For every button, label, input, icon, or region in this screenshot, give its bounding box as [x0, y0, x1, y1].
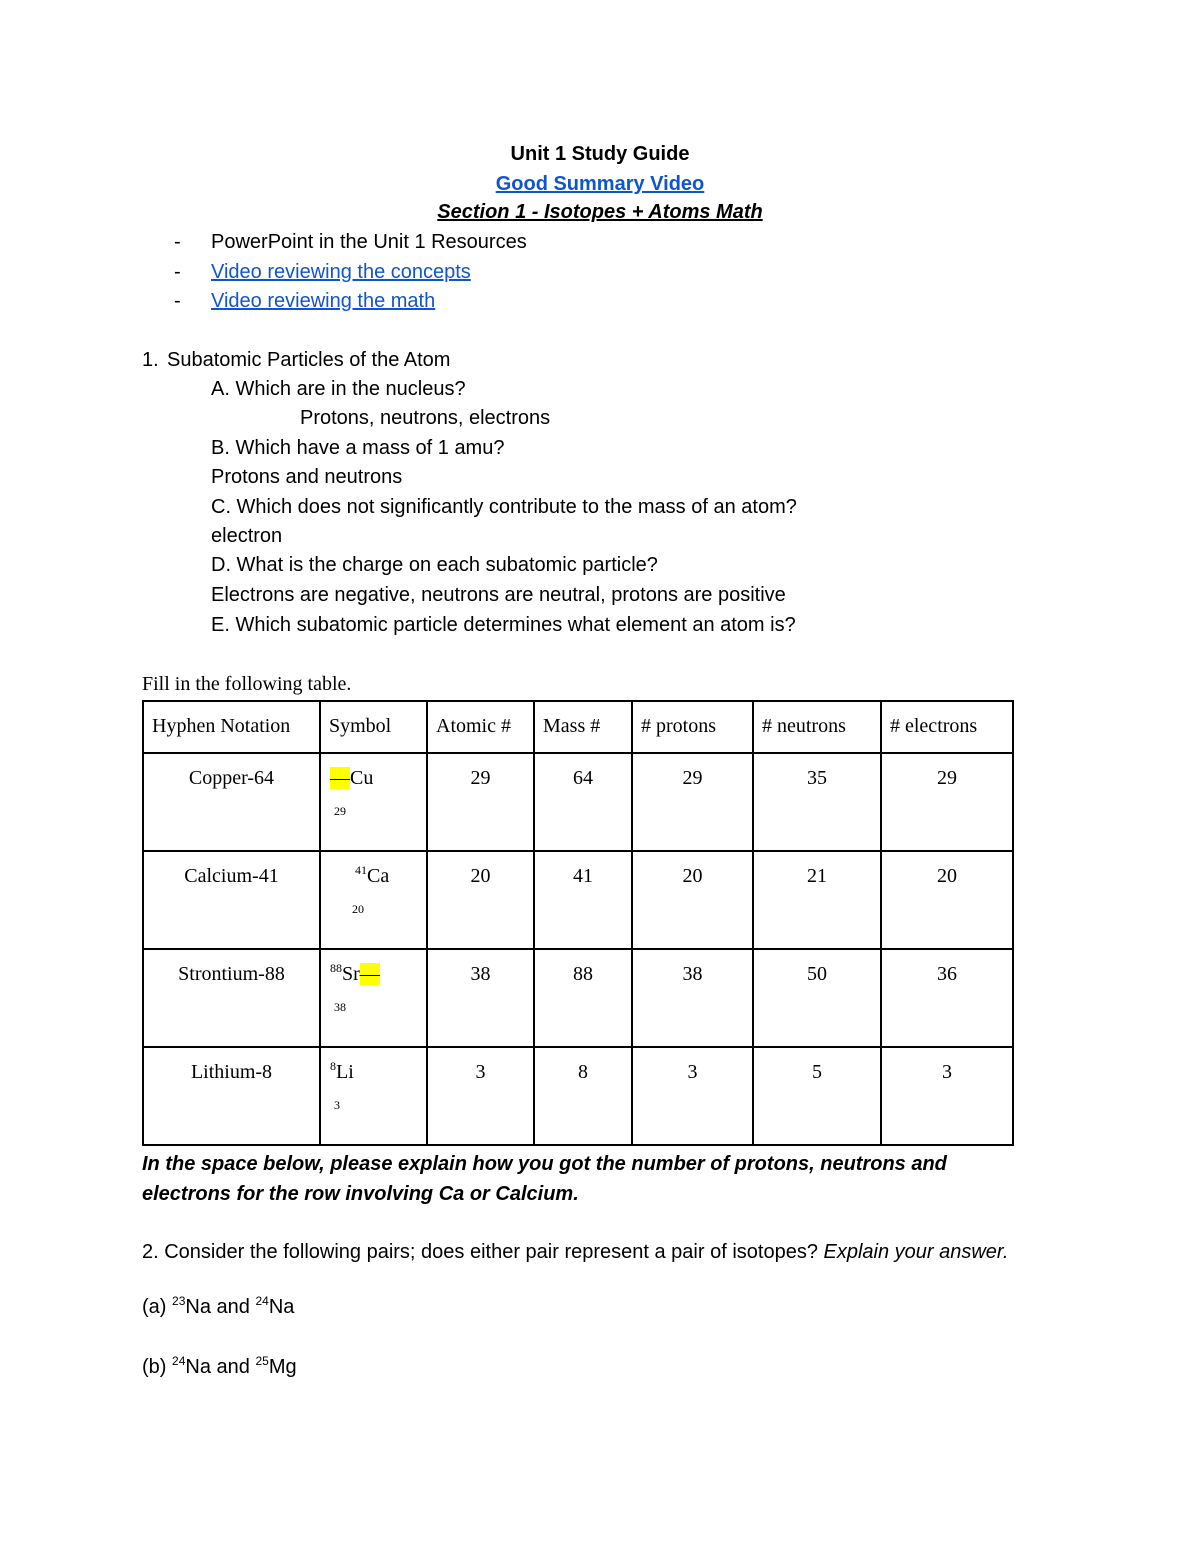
resource-powerpoint: PowerPoint in the Unit 1 Resources [211, 231, 527, 253]
isotope-symbol [321, 1048, 426, 1144]
question-1-number: 1. [142, 349, 159, 371]
cell-atomic-number [427, 949, 534, 1047]
neutrons-count: 35 [807, 767, 827, 789]
answer-1a: Protons, neutrons, electrons [300, 407, 551, 429]
header-cell [632, 701, 753, 753]
atomic-subscript: 3 [334, 1098, 340, 1112]
cell-symbol [320, 1047, 427, 1145]
summary-video-line [0, 173, 1200, 196]
cell-protons [632, 753, 753, 851]
element-symbol: Na [268, 1296, 295, 1318]
element-symbol: Li [336, 1061, 354, 1083]
cell-atomic-number [427, 851, 534, 949]
cell-neutrons [753, 753, 881, 851]
symbol-main [330, 963, 380, 986]
pair-and: and [216, 1356, 250, 1378]
atomic-number: 20 [470, 865, 491, 887]
mass-number: 88 [573, 963, 593, 985]
pair-a [142, 1296, 294, 1319]
question-1a: A. Which are in the nucleus? [211, 378, 466, 400]
symbol-main [330, 767, 373, 790]
protons-count: 29 [682, 767, 703, 789]
table-row [143, 1047, 1013, 1145]
header-electrons: # electrons [890, 715, 978, 737]
resource-concepts-video-link[interactable]: Video reviewing the concepts [211, 261, 471, 283]
answer-1d: Electrons are negative, neutrons are neutral, protons are positive [211, 584, 786, 606]
symbol-main [330, 1061, 354, 1084]
cell-electrons [881, 851, 1013, 949]
protons-count: 20 [682, 865, 703, 887]
electrons-count: 29 [937, 767, 957, 789]
answer-1c: electron [211, 525, 283, 547]
cell-neutrons [753, 1047, 881, 1145]
protons-count: 38 [682, 963, 703, 985]
mass-superscript: 23 [172, 1294, 186, 1308]
mass-number: 64 [573, 767, 593, 789]
cell-protons [632, 1047, 753, 1145]
cell-symbol [320, 753, 427, 851]
mass-superscript: 24 [172, 1354, 186, 1368]
table-intro: Fill in the following table. [142, 673, 352, 695]
header-neutrons: # neutrons [762, 715, 846, 737]
header-cell [143, 701, 320, 753]
electrons-count: 20 [937, 865, 957, 887]
atomic-subscript: 38 [334, 1000, 346, 1014]
hyphen-notation: Lithium-8 [190, 1061, 273, 1083]
summary-video-link[interactable]: Good Summary Video [495, 173, 705, 195]
page-title: Unit 1 Study Guide [510, 143, 690, 165]
atomic-number: 38 [470, 963, 491, 985]
pair-and: and [216, 1296, 250, 1318]
mass-superscript: 41 [355, 863, 367, 877]
question-1b: B. Which have a mass of 1 amu? [211, 437, 505, 459]
header-protons: # protons [641, 715, 716, 737]
highlight-mark: — [330, 767, 350, 789]
cell-electrons [881, 949, 1013, 1047]
pair-b [142, 1356, 297, 1379]
element-symbol: Cu [350, 767, 374, 789]
cell-symbol [320, 949, 427, 1047]
isotope-symbol [321, 852, 426, 948]
mass-superscript: 24 [255, 1294, 269, 1308]
mass-number: 8 [578, 1061, 588, 1083]
header-cell [320, 701, 427, 753]
cell-hyphen-notation [143, 851, 320, 949]
header-cell [753, 701, 881, 753]
highlight-mark: — [359, 963, 380, 985]
cell-mass-number [534, 851, 632, 949]
isotope-symbol [321, 754, 426, 850]
resource-math-video-link[interactable]: Video reviewing the math [211, 290, 436, 312]
question-2-prompt [142, 1238, 1022, 1267]
hyphen-notation: Calcium-41 [184, 865, 279, 887]
neutrons-count: 5 [812, 1061, 822, 1083]
atomic-subscript: 29 [334, 804, 346, 818]
question-2-italic: Explain your answer. [823, 1241, 1009, 1263]
symbol-main [355, 865, 389, 888]
pair-a-label: (a) [142, 1296, 167, 1318]
neutrons-count: 21 [807, 865, 827, 887]
atomic-subscript: 20 [352, 902, 364, 916]
electrons-count: 36 [937, 963, 957, 985]
section-title: Section 1 - Isotopes + Atoms Math [437, 201, 763, 223]
question-1e: E. Which subatomic particle determines what element an atom is? [211, 614, 796, 636]
cell-mass-number [534, 949, 632, 1047]
cell-atomic-number [427, 1047, 534, 1145]
header-hyphen-notation: Hyphen Notation [152, 715, 291, 737]
table-row [143, 851, 1013, 949]
cell-neutrons [753, 851, 881, 949]
bullet-dash: - [174, 261, 181, 283]
isotope-table [142, 700, 1014, 1146]
cell-atomic-number [427, 753, 534, 851]
cell-mass-number [534, 1047, 632, 1145]
cell-symbol [320, 851, 427, 949]
protons-count: 3 [687, 1061, 698, 1083]
header-cell [534, 701, 632, 753]
element-symbol: Sr [342, 963, 360, 985]
cell-protons [632, 851, 753, 949]
header-symbol: Symbol [329, 715, 392, 737]
bullet-dash: - [174, 290, 181, 312]
cell-hyphen-notation [143, 949, 320, 1047]
question-1c: C. Which does not significantly contribute to the mass of an atom? [211, 496, 797, 518]
table-row [143, 753, 1013, 851]
element-symbol: Ca [367, 865, 390, 887]
pair-b-label: (b) [142, 1356, 167, 1378]
cell-neutrons [753, 949, 881, 1047]
atomic-number: 3 [475, 1061, 486, 1083]
element-symbol: Na [185, 1296, 211, 1318]
cell-hyphen-notation [143, 1047, 320, 1145]
mass-number: 41 [573, 865, 593, 887]
mass-superscript: 8 [330, 1059, 336, 1073]
cell-hyphen-notation [143, 753, 320, 851]
bullet-dash: - [174, 231, 181, 253]
answer-1b: Protons and neutrons [211, 466, 403, 488]
atomic-number: 29 [470, 767, 491, 789]
table-row [143, 949, 1013, 1047]
electrons-count: 3 [942, 1061, 952, 1083]
header-cell [427, 701, 534, 753]
header-cell [881, 701, 1013, 753]
question-1d: D. What is the charge on each subatomic particle? [211, 554, 658, 576]
hyphen-notation: Copper-64 [188, 767, 275, 789]
explain-instruction: In the space below, please explain how you got the number of protons, neutrons and electrons for the row involving Ca or Calcium. [142, 1153, 947, 1205]
isotope-symbol [321, 950, 426, 1046]
question-2-text: 2. Consider the following pairs; does either pair represent a pair of isotopes? [142, 1241, 818, 1263]
question-1-heading: Subatomic Particles of the Atom [167, 349, 451, 371]
cell-electrons [881, 1047, 1013, 1145]
element-symbol: Na [185, 1356, 211, 1378]
header-atomic-number: Atomic # [436, 715, 511, 737]
mass-superscript: 88 [330, 961, 342, 975]
element-symbol: Mg [268, 1356, 297, 1378]
cell-protons [632, 949, 753, 1047]
neutrons-count: 50 [807, 963, 827, 985]
hyphen-notation: Strontium-88 [178, 963, 285, 985]
cell-mass-number [534, 753, 632, 851]
cell-electrons [881, 753, 1013, 851]
table-header-row [143, 701, 1013, 753]
header-mass-number: Mass # [543, 715, 601, 737]
mass-superscript: 25 [255, 1354, 269, 1368]
